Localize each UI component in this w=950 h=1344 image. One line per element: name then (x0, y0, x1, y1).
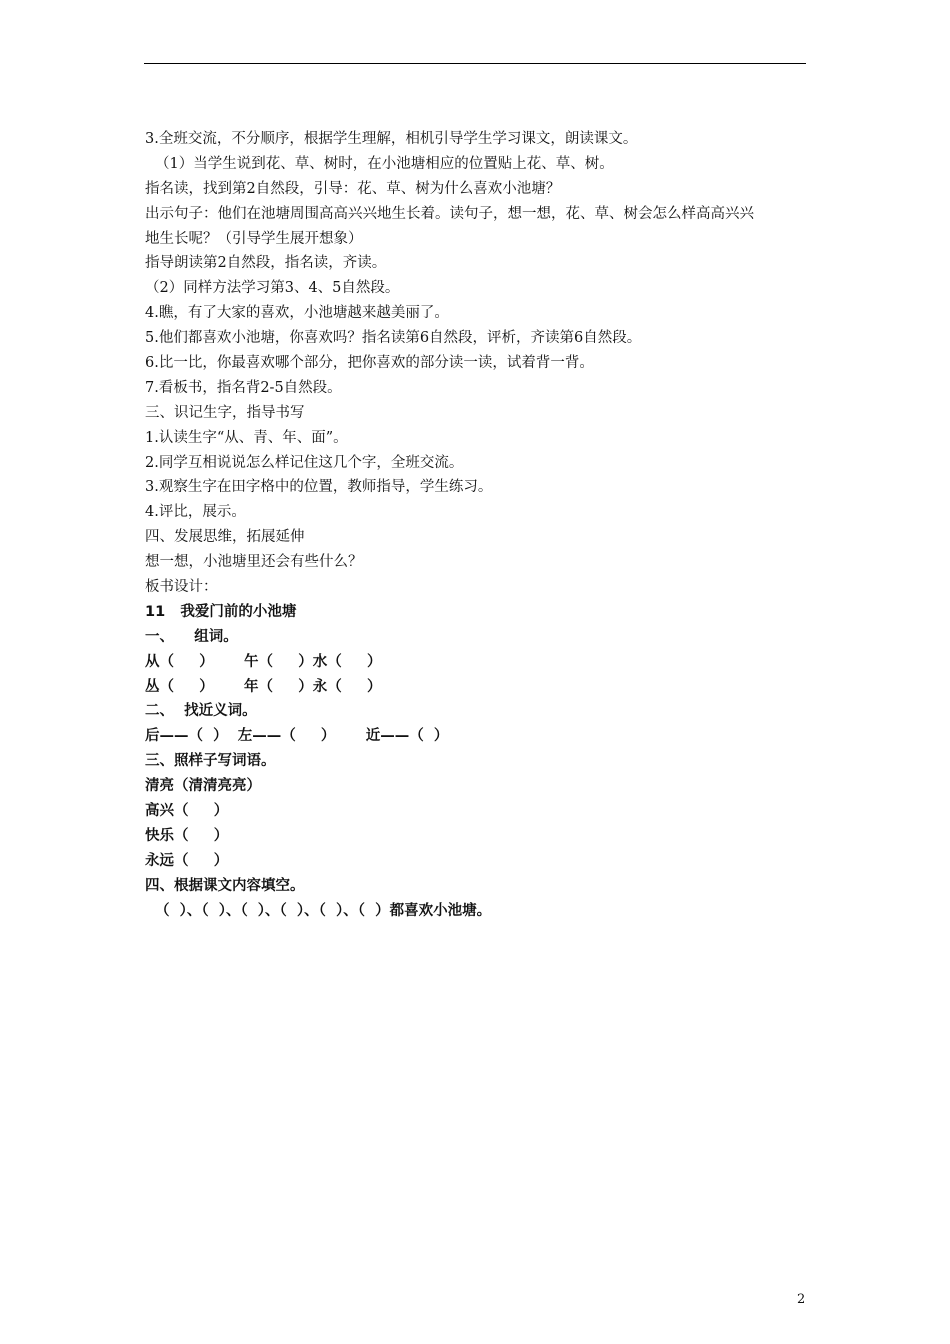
text-line: 5.他们都喜欢小池塘，你喜欢吗？指名读第6自然段，评析，齐读第6自然段。 (145, 330, 642, 347)
text-line: （2）同样方法学习第3、4、5自然段。 (145, 280, 400, 297)
text-line: 1.认读生字“从、青、年、面”。 (145, 429, 348, 446)
text-line: 想一想，小池塘里还会有些什么？ (145, 554, 363, 571)
text-line: （1）当学生说到花、草、树时，在小池塘相应的位置贴上花、草、树。 (155, 155, 614, 172)
text-line: 指名读，找到第2自然段，引导：花、草、树为什么喜欢小池塘？ (145, 180, 561, 197)
text-line: 地生长呢？（引导学生展开想象） (145, 230, 363, 247)
header-rule (144, 63, 806, 64)
board-title: 11 我爱门前的小池塘 (145, 603, 297, 620)
section-heading: 四、发展思维，拓展延伸 (145, 529, 305, 546)
exercise-line: 后——（ ） 左——（ ） 近——（ ） (145, 728, 449, 745)
exercise-heading: 二、 找近义词。 (145, 703, 257, 720)
text-line: 6.比一比，你最喜欢哪个部分，把你喜欢的部分读一读，试着背一背。 (145, 355, 594, 372)
exercise-line: 从（ ） 午（ ）水（ ） (145, 653, 382, 670)
text-line: 3.全班交流，不分顺序，根据学生理解，相机引导学生学习课文，朗读课文。 (145, 131, 638, 147)
section-heading: 三、识记生字，指导书写 (145, 404, 305, 421)
document-body (145, 127, 807, 924)
text-line: 4.评比，展示。 (145, 504, 246, 521)
exercise-heading: 三、照样子写词语。 (145, 753, 276, 770)
exercise-line: 高兴（ ） (145, 803, 229, 820)
text-line: 7.看板书，指名背2-5自然段。 (145, 379, 342, 396)
text-line: 4.瞧，有了大家的喜欢，小池塘越来越美丽了。 (145, 305, 449, 322)
exercise-line: （ ）、（ ）、（ ）、（ ）、（ ）、（ ）都喜欢小池塘。 (155, 902, 492, 919)
text-line: 2.同学互相说说怎么样记住这几个字，全班交流。 (145, 454, 464, 471)
exercise-line: 永远（ ） (145, 852, 229, 869)
exercise-line: 快乐（ ） (145, 827, 229, 844)
exercise-line: 丛（ ） 年（ ）永（ ） (145, 678, 382, 695)
page-number: 2 (797, 1292, 806, 1307)
text-line: 出示句子：他们在池塘周围高高兴兴地生长着。读句子，想一想，花、草、树会怎么样高高兴兴 (145, 205, 754, 222)
exercise-heading: 一、 组词。 (145, 628, 238, 645)
text-line: 板书设计： (145, 579, 218, 596)
text-line: 3.观察生字在田字格中的位置，教师指导，学生练习。 (145, 479, 493, 496)
text-line: 指导朗读第2自然段，指名读，齐读。 (145, 255, 387, 272)
exercise-heading: 四、根据课文内容填空。 (145, 877, 305, 894)
exercise-line: 清亮（清清亮亮） (145, 778, 261, 795)
